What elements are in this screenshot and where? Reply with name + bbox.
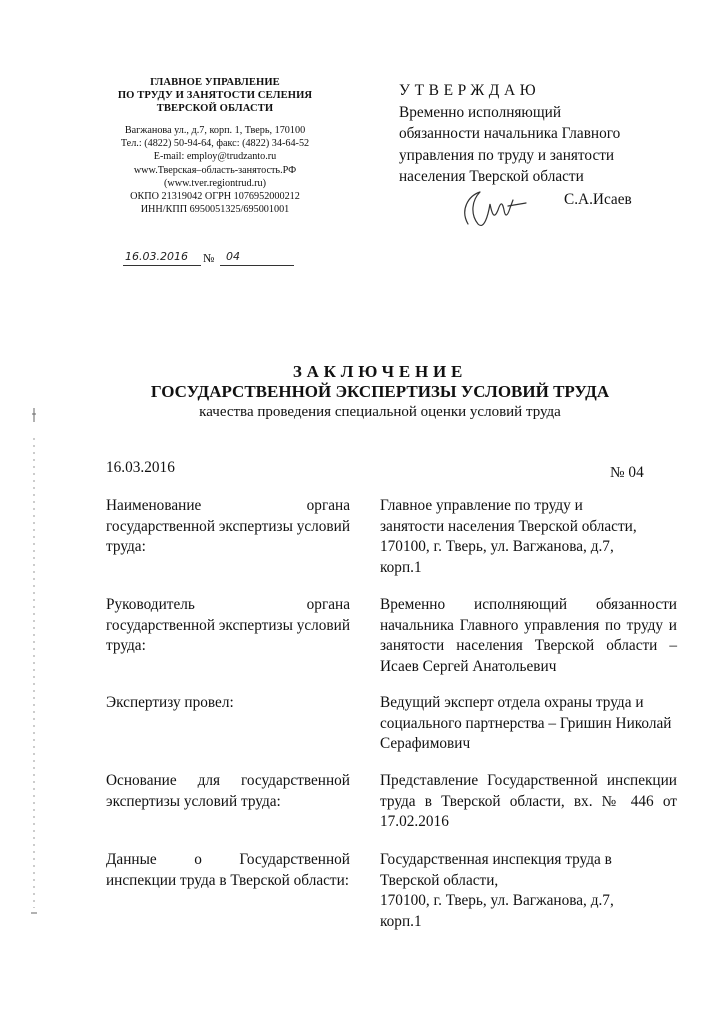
organization-name-line: ГЛАВНОЕ УПРАВЛЕНИЕ (150, 77, 280, 88)
approval-block (399, 80, 699, 188)
field-value (380, 850, 677, 932)
field-value: Временно исполняющий обязанности начальника Главного управления по труду и занятости населения Тверской области – Исаев Сергей Анатольевич (380, 596, 677, 675)
field-value-line: 170100, г. Тверь, ул. Вагжанова, д.7, (380, 892, 614, 909)
document-title (90, 362, 670, 422)
document-date: 16.03.2016 (106, 459, 175, 476)
outgoing-registration (123, 250, 298, 268)
field-value-line: занятости населения Тверской области, (380, 517, 637, 535)
field-value-line: 170100, г. Тверь, ул. Вагжанова, д.7, (380, 538, 614, 555)
website-line: www.Тверская–область-занятость.РФ (133, 164, 297, 176)
title-description: качества проведения специальной оценки условий труда (199, 404, 561, 420)
approval-signer: С.А.Исаев (564, 191, 632, 208)
field-value (380, 496, 677, 578)
approval-line: населения Тверской области (399, 168, 584, 185)
date-underline (123, 265, 201, 266)
field-value-line: корп.1 (380, 912, 422, 930)
address-line: Вагжанова ул., д.7, корп. 1, Тверь, 170100 (124, 125, 306, 136)
field-value-line: Главное управление по труду и (380, 497, 583, 514)
approval-line: обязанности начальника Главного (399, 125, 621, 142)
okpo-ogrn-line: ОКПО 21319042 ОГРН 1076952000212 (130, 191, 300, 203)
approval-line: управления по труду и занятости (399, 146, 615, 164)
field-label: Основание для государственной экспертизы условий труда: (106, 772, 350, 810)
website-alt-line: (www.tver.regiontrud.ru) (163, 177, 267, 189)
inn-kpp-line: ИНН/КПП 6950051325/695001001 (140, 204, 290, 216)
binding-stitch (30, 408, 38, 918)
approval-line: Временно исполняющий (399, 103, 561, 121)
outgoing-date: 16.03.2016 (125, 250, 188, 263)
handwritten-signature (458, 180, 530, 236)
email-line: E-mail: employ@trudzanto.ru (153, 151, 277, 163)
organization-name (100, 76, 330, 115)
organization-header (100, 76, 330, 216)
organization-name-line: ПО ТРУДУ И ЗАНЯТОСТИ СЕЛЕНИЯ (117, 90, 313, 101)
field-value-line: корп.1 (380, 558, 422, 576)
document-number: № 04 (610, 464, 644, 481)
field-value-line: Тверской области, (380, 871, 499, 889)
field-label: Наименование органа государственной экспертизы условий труда: (106, 497, 351, 555)
field-label: Данные о Государственной инспекции труда в Тверской области: (106, 851, 350, 889)
field-value: Представление Государственной инспекции труда в Тверской области, вх. № 446 от 17.02.2016 (380, 772, 677, 830)
title-main: ЗАКЛЮЧЕНИЕ (292, 362, 468, 381)
organization-contacts (100, 124, 330, 216)
approval-title: УТВЕРЖДАЮ (399, 82, 541, 99)
title-sub: ГОСУДАРСТВЕННОЙ ЭКСПЕРТИЗЫ УСЛОВИЙ ТРУДА (150, 382, 610, 401)
number-underline (220, 265, 294, 266)
field-label: Экспертизу провел: (106, 694, 234, 711)
organization-name-line: ТВЕРСКОЙ ОБЛАСТИ (156, 103, 274, 114)
field-value: Ведущий эксперт отдела охраны труда и социального партнерства – Гришин Николай Серафимович (380, 694, 672, 752)
outgoing-number: 04 (226, 250, 240, 263)
phone-line: Тел.: (4822) 50-94-64, факс: (4822) 34-64-52 (120, 138, 310, 150)
number-sign: № (203, 251, 215, 265)
field-label: Руководитель органа государственной экспертизы условий труда: (106, 596, 351, 654)
field-value-line: Государственная инспекция труда в (380, 851, 612, 868)
